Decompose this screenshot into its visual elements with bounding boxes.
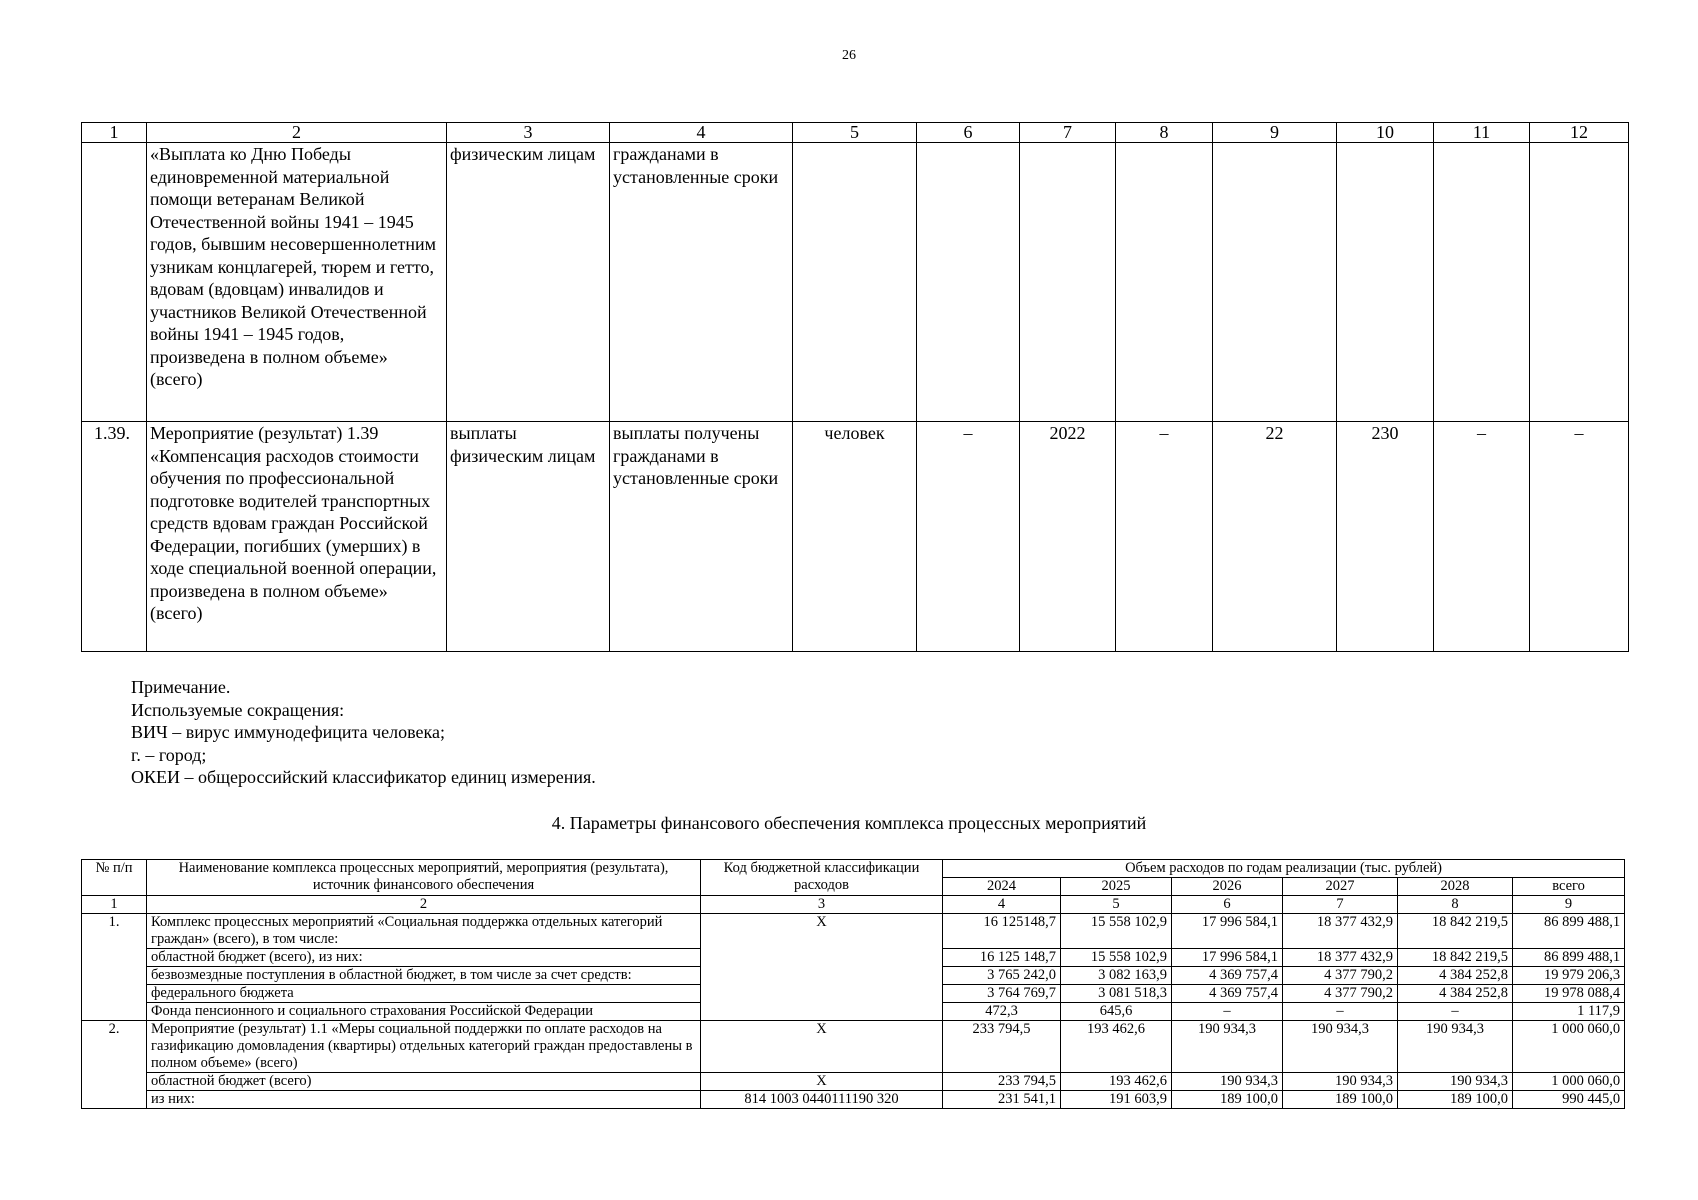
table-row [82, 143, 1629, 422]
header-num: № п/п [82, 860, 147, 896]
value-cell: 3 765 242,0 [943, 967, 1061, 985]
total-cell: 86 899 488,1 [1513, 949, 1625, 967]
value-cell: – [1434, 422, 1530, 652]
value-cell: 190 934,3 [1283, 1021, 1398, 1073]
value-cell: 190 934,3 [1398, 1073, 1513, 1091]
value-cell: 18 842 219,5 [1398, 914, 1513, 949]
total-cell: 990 445,0 [1513, 1091, 1625, 1109]
measure-characteristic: выплаты получены гражданами в установленные сроки [610, 422, 793, 652]
row-name: Фонда пенсионного и социального страхования Российской Федерации [147, 1003, 701, 1021]
note-line: ВИЧ – вирус иммунодефицита человека; [131, 722, 445, 742]
column-number: 11 [1434, 123, 1530, 143]
value-cell: 645,6 [1061, 1003, 1172, 1021]
value-cell: 233 794,5 [943, 1073, 1061, 1091]
column-number-row [82, 896, 1625, 914]
value-cell: 4 384 252,8 [1398, 967, 1513, 985]
value-cell: 15 558 102,9 [1061, 949, 1172, 967]
row-number [82, 143, 147, 422]
column-number: 6 [1172, 896, 1283, 914]
value-cell: 472,3 [943, 1003, 1061, 1021]
value-cell: 4 377 790,2 [1283, 967, 1398, 985]
column-number: 1 [82, 896, 147, 914]
note-line: г. – город; [131, 744, 207, 765]
value-cell [1213, 143, 1337, 422]
value-cell [1116, 143, 1213, 422]
total-cell: 86 899 488,1 [1513, 914, 1625, 949]
value-cell: 22 [1213, 422, 1337, 652]
row-name: из них: [147, 1091, 701, 1109]
column-number: 4 [610, 123, 793, 143]
header-year: 2028 [1398, 878, 1513, 896]
value-cell: 15 558 102,9 [1061, 914, 1172, 949]
column-number: 7 [1020, 123, 1116, 143]
value-cell: 191 603,9 [1061, 1091, 1172, 1109]
value-cell: 16 125148,7 [943, 914, 1061, 949]
column-number: 3 [701, 896, 943, 914]
row-number: 2. [82, 1021, 147, 1109]
column-number: 1 [82, 123, 147, 143]
column-number: 7 [1283, 896, 1398, 914]
value-cell [1434, 143, 1530, 422]
header-row [82, 860, 1625, 878]
measure-type: физическим лицам [447, 143, 610, 422]
value-cell: 18 377 432,9 [1283, 914, 1398, 949]
column-number: 5 [793, 123, 917, 143]
column-number: 4 [943, 896, 1061, 914]
value-cell: 231 541,1 [943, 1091, 1061, 1109]
value-cell: 4 369 757,4 [1172, 967, 1283, 985]
budget-code: Х [701, 1073, 943, 1091]
header-total: всего [1513, 878, 1625, 896]
value-cell: 193 462,6 [1061, 1073, 1172, 1091]
value-cell: 189 100,0 [1283, 1091, 1398, 1109]
value-cell: 16 125 148,7 [943, 949, 1061, 967]
row-number: 1.39. [82, 422, 147, 652]
header-year: 2026 [1172, 878, 1283, 896]
note-heading: Примечание. [131, 677, 231, 697]
measure-name: Мероприятие (результат) 1.39 «Компенсация расходов стоимости обучения по профессиональной подготовке водителей транспортных средств вдовам граждан Российской Федерации, погибших (умерших) в ходе специальной военной операции, произведена в полном объеме» (всего) [147, 422, 447, 652]
row-name: безвозмездные поступления в областной бюджет, в том числе за счет средств: [147, 967, 701, 985]
value-cell: – [1530, 422, 1629, 652]
row-name: областной бюджет (всего) [147, 1073, 701, 1091]
total-cell: 19 979 206,3 [1513, 967, 1625, 985]
value-cell: – [917, 422, 1020, 652]
value-cell: 230 [1337, 422, 1434, 652]
value-cell: 190 934,3 [1172, 1021, 1283, 1073]
value-cell: 190 934,3 [1283, 1073, 1398, 1091]
header-name: Наименование комплекса процессных мероприятий, мероприятия (результата), источник финансового обеспечения [147, 860, 701, 896]
total-cell: 19 978 088,4 [1513, 985, 1625, 1003]
total-cell: 1 117,9 [1513, 1003, 1625, 1021]
note-line: ОКЕИ – общероссийский классификатор единиц измерения. [131, 767, 596, 787]
row-number: 1. [82, 914, 147, 1021]
column-number: 2 [147, 896, 701, 914]
header-year: 2024 [943, 878, 1061, 896]
value-cell: 233 794,5 [943, 1021, 1061, 1073]
financing-table [81, 859, 1625, 1109]
header-year: 2025 [1061, 878, 1172, 896]
value-cell: 18 377 432,9 [1283, 949, 1398, 967]
budget-code: 814 1003 0440111190 320 [701, 1091, 943, 1109]
header-code: Код бюджетной классификации расходов [701, 860, 943, 896]
total-cell: 1 000 060,0 [1513, 1073, 1625, 1091]
value-cell: 3 764 769,7 [943, 985, 1061, 1003]
column-number: 8 [1398, 896, 1513, 914]
column-number: 9 [1213, 123, 1337, 143]
column-number: 5 [1061, 896, 1172, 914]
value-cell: 4 369 757,4 [1172, 985, 1283, 1003]
notes-block [131, 676, 596, 789]
column-number: 3 [447, 123, 610, 143]
measure-name: «Выплата ко Дню Победы единовременной материальной помощи ветеранам Великой Отечественной войны 1941 – 1945 годов, бывшим несовершеннолетним узникам концлагерей, тюрем и гетто, вдовам (вдовцам) инвалидов и участников Великой Отечественной войны 1941 – 1945 годов, произведена в полном объеме» (всего) [147, 143, 447, 422]
table-row [82, 422, 1629, 652]
value-cell: 193 462,6 [1061, 1021, 1172, 1073]
value-cell [1337, 143, 1434, 422]
table-row [82, 1091, 1625, 1109]
column-number-row [82, 123, 1629, 143]
row-name: Комплекс процессных мероприятий «Социальная поддержка отдельных категорий граждан» (всего), в том числе: [147, 914, 701, 949]
value-cell: – [1283, 1003, 1398, 1021]
value-cell: 17 996 584,1 [1172, 949, 1283, 967]
value-cell: 190 934,3 [1172, 1073, 1283, 1091]
value-cell: 4 377 790,2 [1283, 985, 1398, 1003]
measure-type: выплаты физическим лицам [447, 422, 610, 652]
column-number: 9 [1513, 896, 1625, 914]
indicators-table [81, 122, 1629, 652]
value-cell: 3 081 518,3 [1061, 985, 1172, 1003]
column-number: 12 [1530, 123, 1629, 143]
value-cell [1020, 143, 1116, 422]
unit-cell: человек [793, 422, 917, 652]
total-cell: 1 000 060,0 [1513, 1021, 1625, 1073]
value-cell: 4 384 252,8 [1398, 985, 1513, 1003]
row-name: областной бюджет (всего), из них: [147, 949, 701, 967]
measure-characteristic: гражданами в установленные сроки [610, 143, 793, 422]
value-cell: 17 996 584,1 [1172, 914, 1283, 949]
column-number: 6 [917, 123, 1020, 143]
budget-code: Х [701, 1021, 943, 1073]
value-cell [917, 143, 1020, 422]
value-cell: 189 100,0 [1172, 1091, 1283, 1109]
value-cell: – [1172, 1003, 1283, 1021]
value-cell [1530, 143, 1629, 422]
value-cell: 190 934,3 [1398, 1021, 1513, 1073]
row-name: федерального бюджета [147, 985, 701, 1003]
section-title: 4. Параметры финансового обеспечения комплекса процессных мероприятий [551, 813, 1147, 833]
table-row [82, 914, 1625, 949]
unit-cell [793, 143, 917, 422]
table-row [82, 1021, 1625, 1073]
header-volume: Объем расходов по годам реализации (тыс. рублей) [943, 860, 1625, 878]
table-row [82, 1073, 1625, 1091]
budget-code: Х [701, 914, 943, 1021]
row-name: Мероприятие (результат) 1.1 «Меры социальной поддержки по оплате расходов на газификацию домовладения (квартиры) отдельных категорий граждан предоставлены в полном объеме» (всего) [147, 1021, 701, 1073]
value-cell: 18 842 219,5 [1398, 949, 1513, 967]
header-year: 2027 [1283, 878, 1398, 896]
value-cell: 189 100,0 [1398, 1091, 1513, 1109]
value-cell: 2022 [1020, 422, 1116, 652]
column-number: 2 [147, 123, 447, 143]
value-cell: – [1116, 422, 1213, 652]
value-cell: – [1398, 1003, 1513, 1021]
value-cell: 3 082 163,9 [1061, 967, 1172, 985]
page-number: 26 [842, 48, 856, 63]
note-line: Используемые сокращения: [131, 699, 345, 720]
column-number: 10 [1337, 123, 1434, 143]
column-number: 8 [1116, 123, 1213, 143]
